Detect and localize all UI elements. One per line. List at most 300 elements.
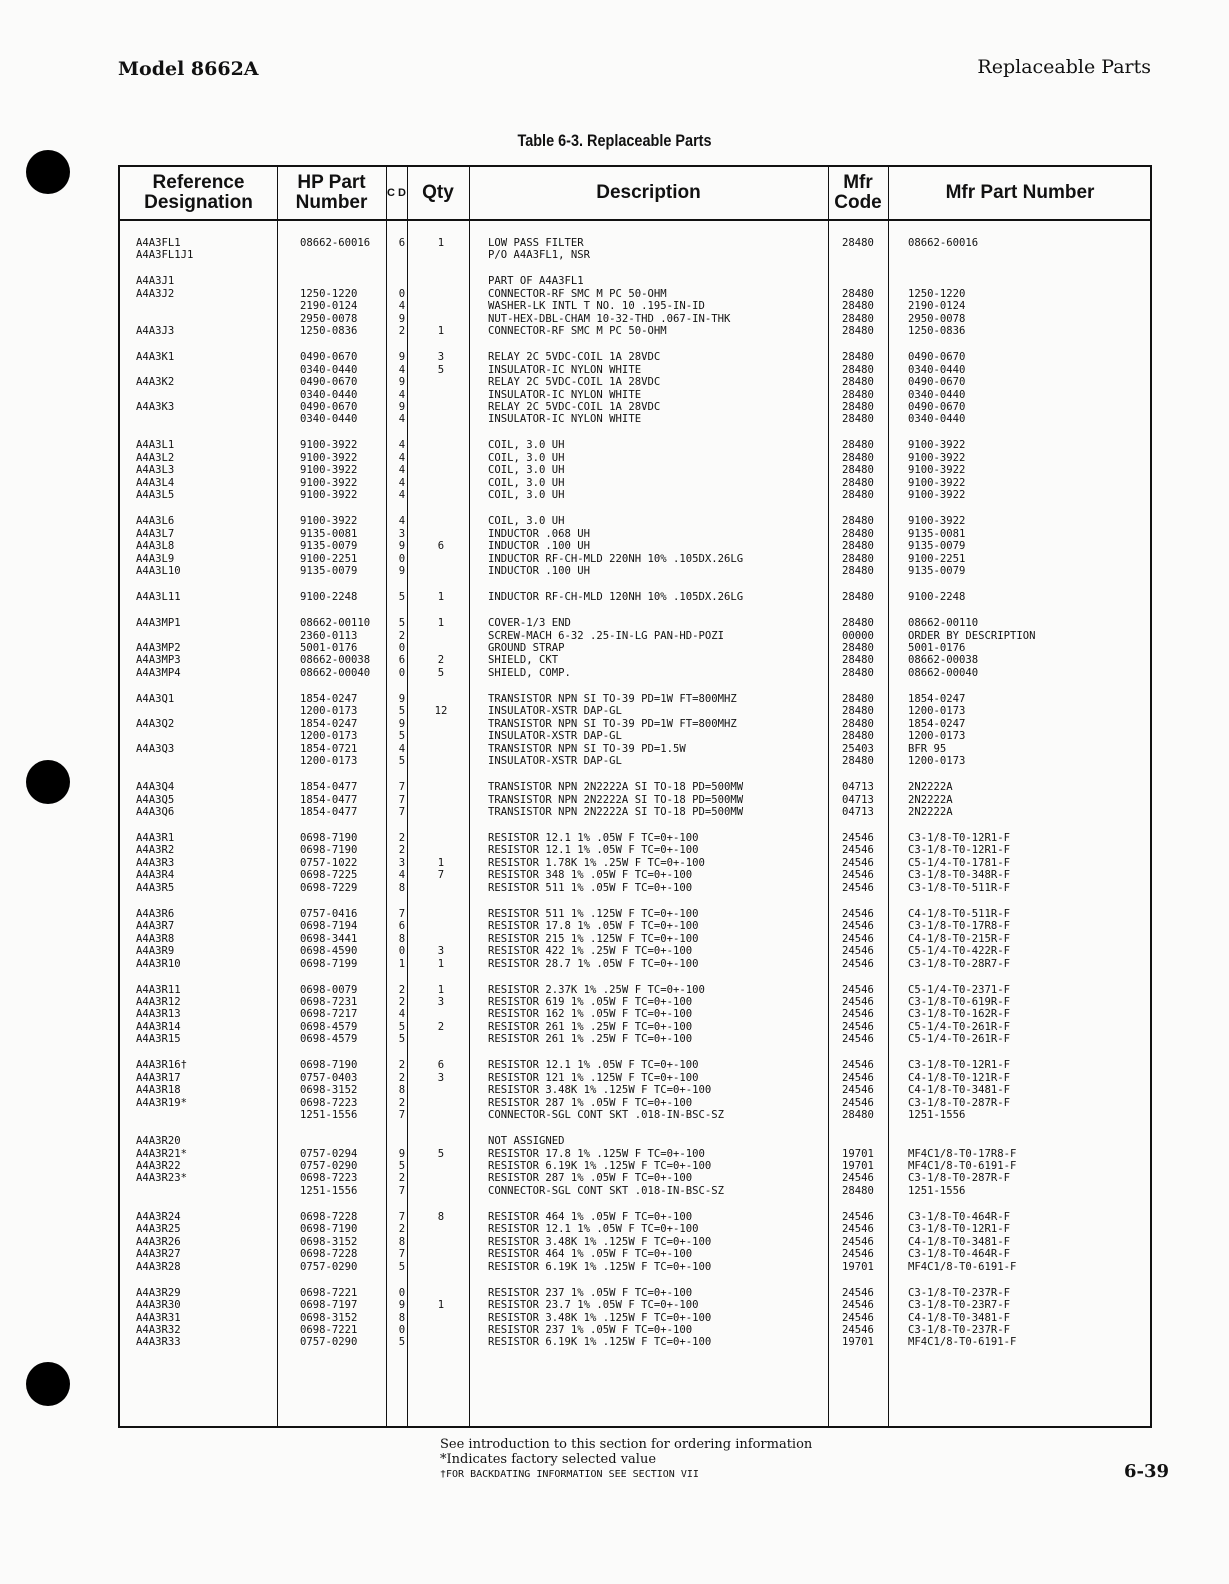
cell-description: RESISTOR 12.1 1% .05W F TC=0+-100 — [488, 844, 699, 857]
cell-description: RELAY 2C 5VDC-COIL 1A 28VDC — [488, 351, 661, 364]
cell-cd: 4 — [398, 742, 406, 755]
cell-reference: A4A3L2 — [136, 451, 175, 464]
cell-mfr-code: 28480 — [842, 388, 874, 401]
cell-mfr-code: 28480 — [842, 515, 874, 528]
cell-description: INDUCTOR RF-CH-MLD 220NH 10% .105DX.26LG — [488, 552, 744, 565]
col-header-cd: C D — [387, 186, 406, 199]
row-group — [120, 237, 1150, 262]
cell-description: LOW PASS FILTER — [488, 237, 584, 249]
cell-mfr-code: 28480 — [842, 401, 874, 413]
cell-hp-part-number: 0698-7197 — [300, 1299, 358, 1312]
table-row — [120, 401, 1150, 413]
cell-reference: A4A3L1 — [136, 439, 175, 452]
cell-description: SHIELD, COMP. — [488, 666, 571, 679]
table-row — [120, 1236, 1150, 1248]
cell-description: SCREW-MACH 6-32 .25-IN-LG PAN-HD-POZI — [488, 629, 724, 642]
cell-description: SHIELD, CKT — [488, 654, 559, 667]
cell-mfr-code: 28480 — [842, 476, 874, 489]
cell-mfr-part-number: 9100-3922 — [908, 515, 966, 528]
cell-qty: 1 — [437, 617, 445, 630]
cell-reference: A4A3L8 — [136, 540, 175, 553]
parts-table — [118, 165, 1152, 1428]
row-group — [120, 1287, 1150, 1349]
cell-mfr-code: 24546 — [842, 920, 874, 933]
table-row — [120, 1211, 1150, 1223]
cell-mfr-part-number: C5-1/4-T0-2371-F — [908, 983, 1011, 996]
cell-cd: 9 — [398, 540, 406, 553]
cell-mfr-code: 24546 — [842, 932, 874, 945]
table-row — [120, 1084, 1150, 1096]
cell-mfr-code: 28480 — [842, 312, 874, 325]
cell-reference: A4A3R15 — [136, 1033, 181, 1046]
cell-mfr-code: 28480 — [842, 755, 874, 768]
cell-mfr-code: 28480 — [842, 325, 874, 338]
cell-description: RESISTOR 3.48K 1% .125W F TC=0+-100 — [488, 1235, 712, 1248]
cell-reference: A4A3R25 — [136, 1223, 181, 1236]
cell-reference: A4A3R23* — [136, 1172, 188, 1185]
cell-hp-part-number: 9100-3922 — [300, 489, 358, 502]
cell-mfr-code: 28480 — [842, 1184, 874, 1197]
cell-qty: 1 — [437, 591, 445, 604]
cell-reference: A4A3R12 — [136, 995, 181, 1008]
cell-reference: A4A3R14 — [136, 1020, 181, 1033]
cell-mfr-part-number: 9100-2248 — [908, 591, 966, 604]
table-row — [120, 806, 1150, 818]
cell-description: RESISTOR 215 1% .125W F TC=0+-100 — [488, 932, 699, 945]
table-row — [120, 1021, 1150, 1033]
table-row — [120, 1072, 1150, 1084]
table-row — [120, 996, 1150, 1008]
table-row — [120, 630, 1150, 642]
cell-mfr-part-number: 9100-3922 — [908, 476, 966, 489]
table-row — [120, 1160, 1150, 1172]
footer-notes — [440, 1437, 812, 1482]
table-row — [120, 908, 1150, 920]
cell-mfr-code: 24546 — [842, 1323, 874, 1336]
cell-mfr-part-number: C5-1/4-T0-261R-F — [908, 1020, 1011, 1033]
cell-description: NOT ASSIGNED — [488, 1135, 565, 1148]
row-group — [120, 617, 1150, 679]
cell-mfr-part-number: 08662-00038 — [908, 654, 979, 667]
cell-mfr-code: 28480 — [842, 464, 874, 477]
cell-mfr-part-number: C3-1/8-T0-511R-F — [908, 881, 1011, 894]
cell-reference: A4A3R18 — [136, 1084, 181, 1097]
cell-mfr-code: 24546 — [842, 907, 874, 920]
cell-mfr-part-number: C3-1/8-T0-619R-F — [908, 995, 1011, 1008]
cell-cd: 6 — [398, 920, 406, 933]
cell-mfr-part-number: 9100-3922 — [908, 489, 966, 502]
table-row — [120, 477, 1150, 489]
cell-cd: 2 — [398, 1172, 406, 1185]
cell-description: RESISTOR 287 1% .05W F TC=0+-100 — [488, 1096, 693, 1109]
cell-mfr-part-number: 9135-0081 — [908, 527, 966, 540]
cell-hp-part-number: 0698-7228 — [300, 1248, 358, 1261]
cell-mfr-part-number: MF4C1/8-T0-6191-F — [908, 1260, 1017, 1273]
cell-hp-part-number: 0698-7221 — [300, 1286, 358, 1299]
cell-cd: 9 — [398, 717, 406, 730]
table-row — [120, 693, 1150, 705]
cell-cd: 1 — [398, 957, 406, 970]
cell-hp-part-number: 0698-7225 — [300, 869, 358, 882]
row-group — [120, 1135, 1150, 1197]
col-header-qty: Qty — [422, 182, 454, 203]
cell-mfr-part-number: 2N2222A — [908, 793, 953, 806]
cell-mfr-code: 24546 — [842, 1210, 874, 1223]
row-group — [120, 1059, 1150, 1121]
cell-mfr-code: 24546 — [842, 1248, 874, 1261]
cell-mfr-part-number: C4-1/8-T0-121R-F — [908, 1071, 1011, 1084]
cell-description: RESISTOR 261 1% .25W F TC=0+-100 — [488, 1033, 693, 1046]
cell-description: TRANSISTOR NPN SI TO-39 PD=1.5W — [488, 742, 686, 755]
cell-qty: 8 — [437, 1210, 445, 1223]
cell-description: RESISTOR 6.19K 1% .125W F TC=0+-100 — [488, 1336, 712, 1349]
row-group — [120, 781, 1150, 818]
cell-mfr-part-number: C3-1/8-T0-12R1-F — [908, 1223, 1011, 1236]
cell-mfr-part-number: 0340-0440 — [908, 363, 966, 376]
table-row — [120, 654, 1150, 666]
cell-mfr-code: 24546 — [842, 1235, 874, 1248]
cell-mfr-part-number: C3-1/8-T0-464R-F — [908, 1210, 1011, 1223]
cell-cd: 5 — [398, 1159, 406, 1172]
cell-reference: A4A3J1 — [136, 275, 175, 288]
cell-qty: 1 — [437, 856, 445, 869]
cell-description: TRANSISTOR NPN SI TO-39 PD=1W FT=800MHZ — [488, 692, 737, 705]
cell-reference: A4A3R20 — [136, 1135, 181, 1148]
cell-mfr-code: 28480 — [842, 552, 874, 565]
cell-mfr-part-number: C3-1/8-T0-162R-F — [908, 1008, 1011, 1021]
cell-qty: 1 — [437, 237, 445, 249]
cell-hp-part-number: 0698-7221 — [300, 1323, 358, 1336]
cell-reference: A4A3R27 — [136, 1248, 181, 1261]
cell-description: COIL, 3.0 UH — [488, 476, 565, 489]
cell-mfr-part-number: 9100-3922 — [908, 451, 966, 464]
cell-cd: 9 — [398, 401, 406, 413]
cell-mfr-part-number: C3-1/8-T0-12R1-F — [908, 844, 1011, 857]
row-group — [120, 908, 1150, 970]
cell-description: INDUCTOR .100 UH — [488, 565, 591, 577]
cell-hp-part-number: 0757-0290 — [300, 1159, 358, 1172]
cell-qty: 6 — [437, 1059, 445, 1072]
table-row — [120, 755, 1150, 767]
cell-cd: 4 — [398, 388, 406, 401]
table-row — [120, 1172, 1150, 1184]
cell-mfr-code: 24546 — [842, 869, 874, 882]
cell-mfr-part-number: 9100-3922 — [908, 464, 966, 477]
cell-mfr-code: 28480 — [842, 666, 874, 679]
cell-mfr-part-number: C4-1/8-T0-3481-F — [908, 1311, 1011, 1324]
table-row — [120, 1312, 1150, 1324]
cell-mfr-part-number: 1854-0247 — [908, 717, 966, 730]
cell-reference: A4A3FL1 — [136, 237, 181, 249]
cell-hp-part-number: 0757-1022 — [300, 856, 358, 869]
cell-mfr-part-number: 0490-0670 — [908, 351, 966, 364]
cell-description: TRANSISTOR NPN 2N2222A SI TO-18 PD=500MW — [488, 781, 744, 794]
cell-description: COIL, 3.0 UH — [488, 439, 565, 452]
cell-mfr-code: 28480 — [842, 705, 874, 718]
cell-cd: 4 — [398, 515, 406, 528]
cell-mfr-code: 24546 — [842, 856, 874, 869]
cell-reference: A4A3R24 — [136, 1210, 181, 1223]
cell-cd: 7 — [398, 793, 406, 806]
table-row — [120, 844, 1150, 856]
table-row — [120, 1033, 1150, 1045]
cell-cd: 0 — [398, 552, 406, 565]
cell-hp-part-number: 0757-0290 — [300, 1336, 358, 1349]
cell-description: RESISTOR 464 1% .05W F TC=0+-100 — [488, 1210, 693, 1223]
cell-hp-part-number: 1854-0477 — [300, 781, 358, 794]
cell-mfr-part-number: MF4C1/8-T0-6191-F — [908, 1159, 1017, 1172]
cell-reference: A4A3R9 — [136, 945, 175, 958]
cell-cd: 2 — [398, 629, 406, 642]
cell-description: RESISTOR 28.7 1% .05W F TC=0+-100 — [488, 957, 699, 970]
cell-mfr-code: 04713 — [842, 805, 874, 818]
cell-description: INSULATOR-IC NYLON WHITE — [488, 388, 642, 401]
cell-mfr-part-number: C4-1/8-T0-3481-F — [908, 1235, 1011, 1248]
cell-reference: A4A3R28 — [136, 1260, 181, 1273]
cell-cd: 5 — [398, 617, 406, 630]
cell-description: RELAY 2C 5VDC-COIL 1A 28VDC — [488, 401, 661, 413]
cell-description: RESISTOR 261 1% .25W F TC=0+-100 — [488, 1020, 693, 1033]
cell-hp-part-number: 1200-0173 — [300, 705, 358, 718]
cell-mfr-part-number: C3-1/8-T0-237R-F — [908, 1286, 1011, 1299]
cell-cd: 7 — [398, 1210, 406, 1223]
cell-description: TRANSISTOR NPN SI TO-39 PD=1W FT=800MHZ — [488, 717, 737, 730]
cell-mfr-part-number: C5-1/4-T0-422R-F — [908, 945, 1011, 958]
table-row — [120, 1059, 1150, 1071]
cell-hp-part-number: 9100-3922 — [300, 451, 358, 464]
cell-mfr-part-number: 1250-1220 — [908, 287, 966, 300]
cell-reference: A4A3R26 — [136, 1235, 181, 1248]
table-row — [120, 1008, 1150, 1020]
col-header-mfr-code: Mfr Code — [834, 172, 882, 213]
table-row — [120, 452, 1150, 464]
cell-reference: A4A3R2 — [136, 844, 175, 857]
cell-reference: A4A3Q2 — [136, 717, 175, 730]
cell-cd: 9 — [398, 376, 406, 389]
cell-description: RESISTOR 287 1% .05W F TC=0+-100 — [488, 1172, 693, 1185]
cell-mfr-code: 00000 — [842, 629, 874, 642]
cell-mfr-code: 28480 — [842, 692, 874, 705]
cell-reference: A4A3Q4 — [136, 781, 175, 794]
cell-description: RESISTOR 511 1% .125W F TC=0+-100 — [488, 907, 699, 920]
cell-hp-part-number: 0698-4579 — [300, 1020, 358, 1033]
cell-cd: 4 — [398, 363, 406, 376]
cell-cd: 4 — [398, 489, 406, 502]
cell-description: RESISTOR 511 1% .05W F TC=0+-100 — [488, 881, 693, 894]
cell-cd: 7 — [398, 1184, 406, 1197]
cell-mfr-part-number: C3-1/8-T0-12R1-F — [908, 831, 1011, 844]
cell-cd: 4 — [398, 300, 406, 313]
cell-reference: A4A3L3 — [136, 464, 175, 477]
binder-hole-top — [26, 150, 70, 194]
cell-hp-part-number: 9135-0081 — [300, 527, 358, 540]
cell-reference: A4A3L7 — [136, 527, 175, 540]
cell-reference: A4A3MP2 — [136, 641, 181, 654]
cell-mfr-code: 19701 — [842, 1260, 874, 1273]
cell-hp-part-number: 1854-0721 — [300, 742, 358, 755]
cell-cd: 4 — [398, 464, 406, 477]
cell-mfr-code: 24546 — [842, 1096, 874, 1109]
cell-cd: 8 — [398, 881, 406, 894]
cell-description: INSULATOR-IC NYLON WHITE — [488, 363, 642, 376]
cell-mfr-part-number: C3-1/8-T0-12R1-F — [908, 1059, 1011, 1072]
cell-description: GROUND STRAP — [488, 641, 565, 654]
cell-description: P/O A4A3FL1, NSR — [488, 249, 591, 262]
cell-description: NUT-HEX-DBL-CHAM 10-32-THD .067-IN-THK — [488, 312, 731, 325]
col-header-reference-designation: Reference Designation — [144, 172, 253, 213]
cell-description: WASHER-LK INTL T NO. 10 .195-IN-ID — [488, 300, 705, 313]
cell-hp-part-number: 1251-1556 — [300, 1184, 358, 1197]
cell-hp-part-number: 0757-0403 — [300, 1071, 358, 1084]
cell-cd: 9 — [398, 1147, 406, 1160]
cell-qty: 7 — [437, 869, 445, 882]
table-title: Table 6-3. Replaceable Parts — [517, 131, 712, 150]
cell-mfr-part-number: C3-1/8-T0-28R7-F — [908, 957, 1011, 970]
cell-hp-part-number: 08662-00040 — [300, 666, 371, 679]
cell-qty: 1 — [437, 957, 445, 970]
cell-description: INSULATOR-XSTR DAP-GL — [488, 705, 622, 718]
cell-description: INSULATOR-XSTR DAP-GL — [488, 755, 622, 768]
cell-hp-part-number: 0698-7231 — [300, 995, 358, 1008]
cell-hp-part-number: 0698-7199 — [300, 957, 358, 970]
cell-mfr-part-number: 0340-0440 — [908, 388, 966, 401]
cell-mfr-code: 28480 — [842, 451, 874, 464]
cell-reference: A4A3R3 — [136, 856, 175, 869]
cell-description: INSULATOR-XSTR DAP-GL — [488, 730, 622, 743]
cell-hp-part-number: 1854-0247 — [300, 717, 358, 730]
table-row — [120, 275, 1150, 287]
row-group — [120, 439, 1150, 501]
cell-description: RESISTOR 237 1% .05W F TC=0+-100 — [488, 1286, 693, 1299]
cell-mfr-code: 24546 — [842, 844, 874, 857]
cell-hp-part-number: 0698-7229 — [300, 881, 358, 894]
cell-reference: A4A3R17 — [136, 1071, 181, 1084]
cell-hp-part-number: 1854-0247 — [300, 692, 358, 705]
cell-cd: 5 — [398, 705, 406, 718]
cell-mfr-code: 28480 — [842, 1109, 874, 1122]
cell-reference: A4A3R6 — [136, 907, 175, 920]
cell-reference: A4A3L10 — [136, 565, 181, 577]
cell-mfr-code: 28480 — [842, 376, 874, 389]
cell-hp-part-number: 0490-0670 — [300, 376, 358, 389]
cell-hp-part-number: 1854-0477 — [300, 793, 358, 806]
cell-reference: A4A3L6 — [136, 515, 175, 528]
cell-hp-part-number: 9100-2251 — [300, 552, 358, 565]
cell-reference: A4A3Q5 — [136, 793, 175, 806]
table-row — [120, 705, 1150, 717]
cell-mfr-code: 24546 — [842, 945, 874, 958]
cell-description: RESISTOR 2.37K 1% .25W F TC=0+-100 — [488, 983, 705, 996]
cell-mfr-code: 24546 — [842, 1033, 874, 1046]
cell-hp-part-number: 9135-0079 — [300, 540, 358, 553]
cell-cd: 0 — [398, 1286, 406, 1299]
cell-mfr-part-number: 1200-0173 — [908, 705, 966, 718]
table-row — [120, 617, 1150, 629]
cell-description: CONNECTOR-SGL CONT SKT .018-IN-BSC-SZ — [488, 1184, 724, 1197]
cell-cd: 3 — [398, 856, 406, 869]
table-row — [120, 389, 1150, 401]
cell-hp-part-number: 0490-0670 — [300, 351, 358, 364]
cell-cd: 0 — [398, 666, 406, 679]
binder-hole-middle — [26, 760, 70, 804]
cell-mfr-part-number: 08662-00110 — [908, 617, 979, 630]
cell-mfr-code: 28480 — [842, 591, 874, 604]
cell-mfr-code: 28480 — [842, 363, 874, 376]
table-row — [120, 1324, 1150, 1336]
table-row — [120, 869, 1150, 881]
table-row — [120, 376, 1150, 388]
cell-description: RELAY 2C 5VDC-COIL 1A 28VDC — [488, 376, 661, 389]
cell-reference: A4A3R33 — [136, 1336, 181, 1349]
cell-cd: 5 — [398, 1336, 406, 1349]
row-group — [120, 275, 1150, 337]
cell-mfr-part-number: 1854-0247 — [908, 692, 966, 705]
cell-qty: 1 — [437, 325, 445, 338]
cell-hp-part-number: 0698-3152 — [300, 1311, 358, 1324]
cell-cd: 2 — [398, 325, 406, 338]
cell-mfr-code: 28480 — [842, 439, 874, 452]
cell-cd: 2 — [398, 995, 406, 1008]
cell-mfr-code: 28480 — [842, 351, 874, 364]
cell-reference: A4A3R8 — [136, 932, 175, 945]
cell-mfr-part-number: MF4C1/8-T0-17R8-F — [908, 1147, 1017, 1160]
cell-mfr-part-number: 1251-1556 — [908, 1109, 966, 1122]
cell-cd: 8 — [398, 1235, 406, 1248]
row-group — [120, 984, 1150, 1046]
cell-qty: 3 — [437, 1071, 445, 1084]
cell-hp-part-number: 0698-7223 — [300, 1172, 358, 1185]
cell-reference: A4A3R4 — [136, 869, 175, 882]
cell-mfr-part-number: 08662-00040 — [908, 666, 979, 679]
cell-reference: A4A3R1 — [136, 831, 175, 844]
cell-cd: 2 — [398, 844, 406, 857]
row-group — [120, 591, 1150, 603]
cell-reference: A4A3Q3 — [136, 742, 175, 755]
cell-description: RESISTOR 12.1 1% .05W F TC=0+-100 — [488, 1223, 699, 1236]
cell-hp-part-number: 0340-0440 — [300, 363, 358, 376]
cell-mfr-code: 28480 — [842, 717, 874, 730]
cell-description: RESISTOR 162 1% .05W F TC=0+-100 — [488, 1008, 693, 1021]
cell-description: RESISTOR 237 1% .05W F TC=0+-100 — [488, 1323, 693, 1336]
col-header-mfr-part-number: Mfr Part Number — [945, 182, 1095, 203]
cell-reference: A4A3J3 — [136, 325, 175, 338]
cell-qty: 5 — [437, 1147, 445, 1160]
cell-hp-part-number: 0698-7223 — [300, 1096, 358, 1109]
cell-mfr-part-number: C5-1/4-T0-261R-F — [908, 1033, 1011, 1046]
cell-reference: A4A3K3 — [136, 401, 175, 413]
table-row — [120, 857, 1150, 869]
cell-hp-part-number: 1200-0173 — [300, 730, 358, 743]
cell-hp-part-number: 9100-3922 — [300, 464, 358, 477]
cell-mfr-code: 28480 — [842, 654, 874, 667]
cell-reference: A4A3MP1 — [136, 617, 181, 630]
cell-description: RESISTOR 3.48K 1% .125W F TC=0+-100 — [488, 1311, 712, 1324]
cell-reference: A4A3R11 — [136, 983, 181, 996]
cell-hp-part-number: 0757-0290 — [300, 1260, 358, 1273]
cell-mfr-code: 24546 — [842, 1084, 874, 1097]
cell-reference: A4A3R32 — [136, 1323, 181, 1336]
cell-cd: 4 — [398, 439, 406, 452]
cell-qty: 2 — [437, 1020, 445, 1033]
cell-hp-part-number: 0698-3152 — [300, 1084, 358, 1097]
cell-qty: 3 — [437, 351, 445, 364]
table-row — [120, 249, 1150, 261]
cell-hp-part-number: 1251-1556 — [300, 1109, 358, 1122]
cell-qty: 3 — [437, 945, 445, 958]
footer-ordering-note: See introduction to this section for ordering information — [440, 1437, 813, 1452]
parts-rows — [120, 237, 1150, 1362]
table-row — [120, 743, 1150, 755]
